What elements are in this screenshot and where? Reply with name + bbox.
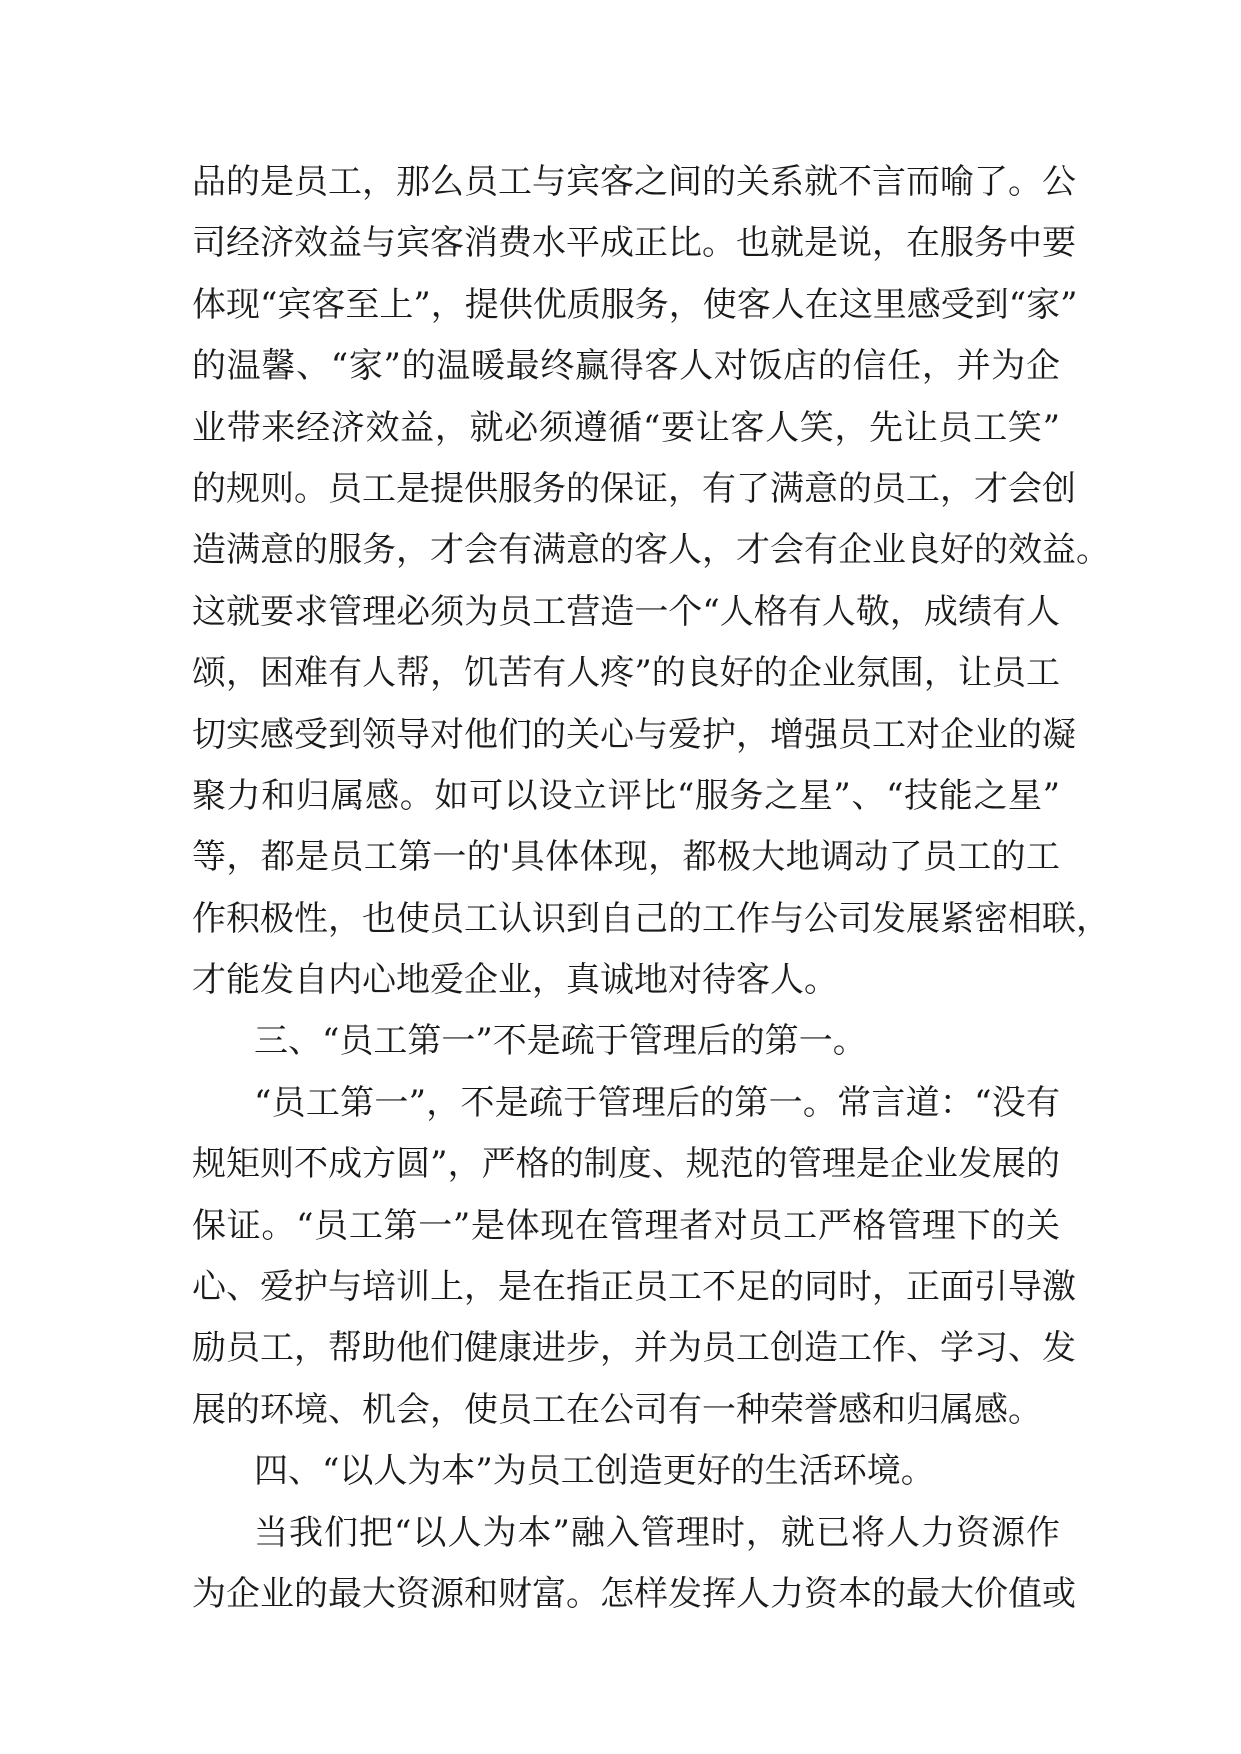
text-line: 这就要求管理必须为员工营造一个“人格有人敬，成绩有人 [192,591,1060,632]
text-line: 颂，困难有人帮，饥苦有人疼”的良好的企业氛围，让员工 [192,653,1060,694]
text-line: 励员工，帮助他们健康进步，并为员工创造工作、学习、发 [192,1328,1076,1369]
text-line: 造满意的服务，才会有满意的客人，才会有企业良好的效益。 [192,530,1110,571]
text-line: 体现“宾客至上”，提供优质服务，使客人在这里感受到“家” [192,284,1078,325]
paragraph-first-line: “员工第一”，不是疏于管理后的第一。常言道：“没有 [254,1082,1060,1123]
text-line: 保证。“员工第一”是体现在管理者对员工严格管理下的关 [192,1205,1060,1246]
paragraph-first-line: 四、“以人为本”为员工创造更好的生活环境。 [254,1451,935,1492]
text-line: 心、爱护与培训上，是在指正员工不足的同时，正面引导激 [192,1267,1076,1308]
paragraph-first-line: 当我们把“以人为本”融入管理时，就已将人力资源作 [254,1512,1060,1553]
paragraph-first-line: 三、“员工第一”不是疏于管理后的第一。 [254,1021,867,1062]
text-line: 品的是员工，那么员工与宾客之间的关系就不言而喻了。公 [192,162,1076,202]
text-line: 才能发自内心地爱企业，真诚地对待客人。 [192,960,838,1001]
text-line: 作积极性，也使员工认识到自己的工作与公司发展紧密相联， [192,898,1110,939]
text-line: 规矩则不成方圆”，严格的制度、规范的管理是企业发展的 [192,1144,1060,1185]
document-body [192,152,1110,1625]
text-line: 切实感受到领导对他们的关心与爱护，增强员工对企业的凝 [192,714,1076,755]
text-line: 的温馨、“家”的温暖最终赢得客人对饭店的信任，并为企 [192,346,1060,387]
text-line: 业带来经济效益，就必须遵循“要让客人笑，先让员工笑” [192,407,1060,448]
text-line: 聚力和归属感。如可以设立评比“服务之星”、“技能之星” [192,775,1060,816]
text-line: 为企业的最大资源和财富。怎样发挥人力资本的最大价值或 [192,1573,1076,1614]
text-line: 司经济效益与宾客消费水平成正比。也就是说，在服务中要 [192,223,1076,264]
text-line: 的规则。员工是提供服务的保证，有了满意的员工，才会创 [192,468,1076,509]
text-line: 等，都是员工第一的'具体体现，都极大地调动了员工的工 [192,837,1060,878]
text-line: 展的环境、机会，使员工在公司有一种荣誉感和归属感。 [192,1389,1042,1430]
